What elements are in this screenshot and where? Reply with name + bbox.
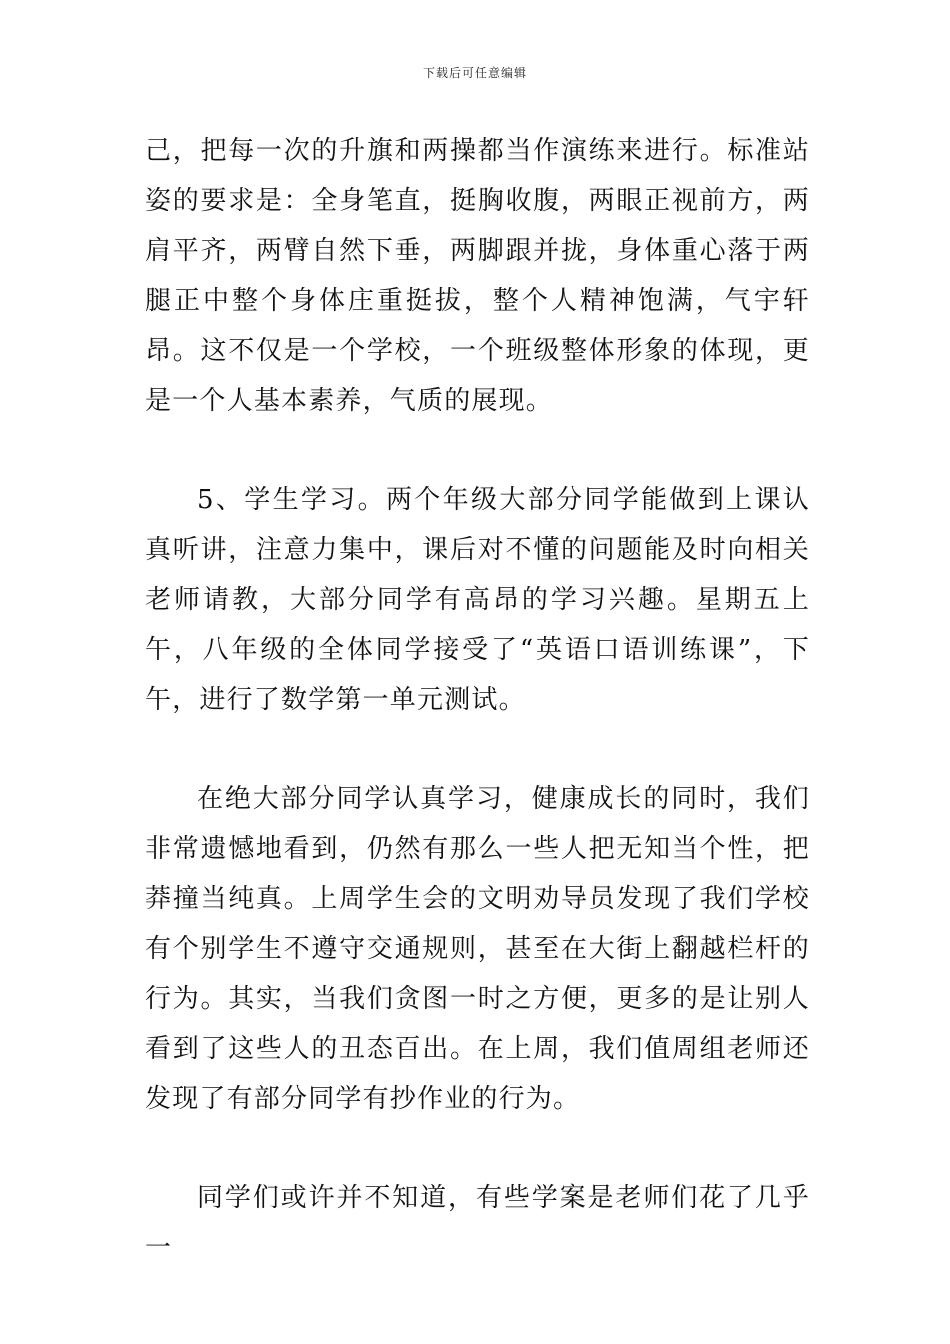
document-body bbox=[145, 126, 810, 1273]
paragraph-standing-posture: 己，把每一次的升旗和两操都当作演练来进行。标准站姿的要求是：全身笔直，挺胸收腹，两眼正视前方，两肩平齐，两臂自然下垂，两脚跟并拢，身体重心落于两腿正中整个身体庄重挺拔，整个人精神饱满，气宇轩昂。这不仅是一个学校，一个班级整体形象的体现，更是一个人基本素养，气质的展现。 bbox=[145, 136, 810, 416]
paragraph-lesson-plans: 同学们或许并不知道，有些学案是老师们花了几乎一 bbox=[145, 1183, 810, 1263]
page-header: 下载后可任意编辑 bbox=[422, 66, 527, 80]
paragraph-student-study: 5、学生学习。两个年级大部分同学能做到上课认真听讲，注意力集中，课后对不懂的问题能及时向相关老师请教，大部分同学有高昂的学习兴趣。星期五上午，八年级的全体同学接受了“英语口语训练课”，下午，进行了数学第一单元测试。 bbox=[145, 485, 810, 715]
paragraph-student-behavior: 在绝大部分同学认真学习，健康成长的同时，我们非常遗憾地看到，仍然有那么一些人把无知当个性，把莽撞当纯真。上周学生会的文明劝导员发现了我们学校有个别学生不遵守交通规则，甚至在大街上翻越栏杆的行为。其实，当我们贪图一时之方便，更多的是让别人看到了这些人的丑态百出。在上周，我们值周组老师还发现了有部分同学有抄作业的行为。 bbox=[145, 784, 810, 1114]
